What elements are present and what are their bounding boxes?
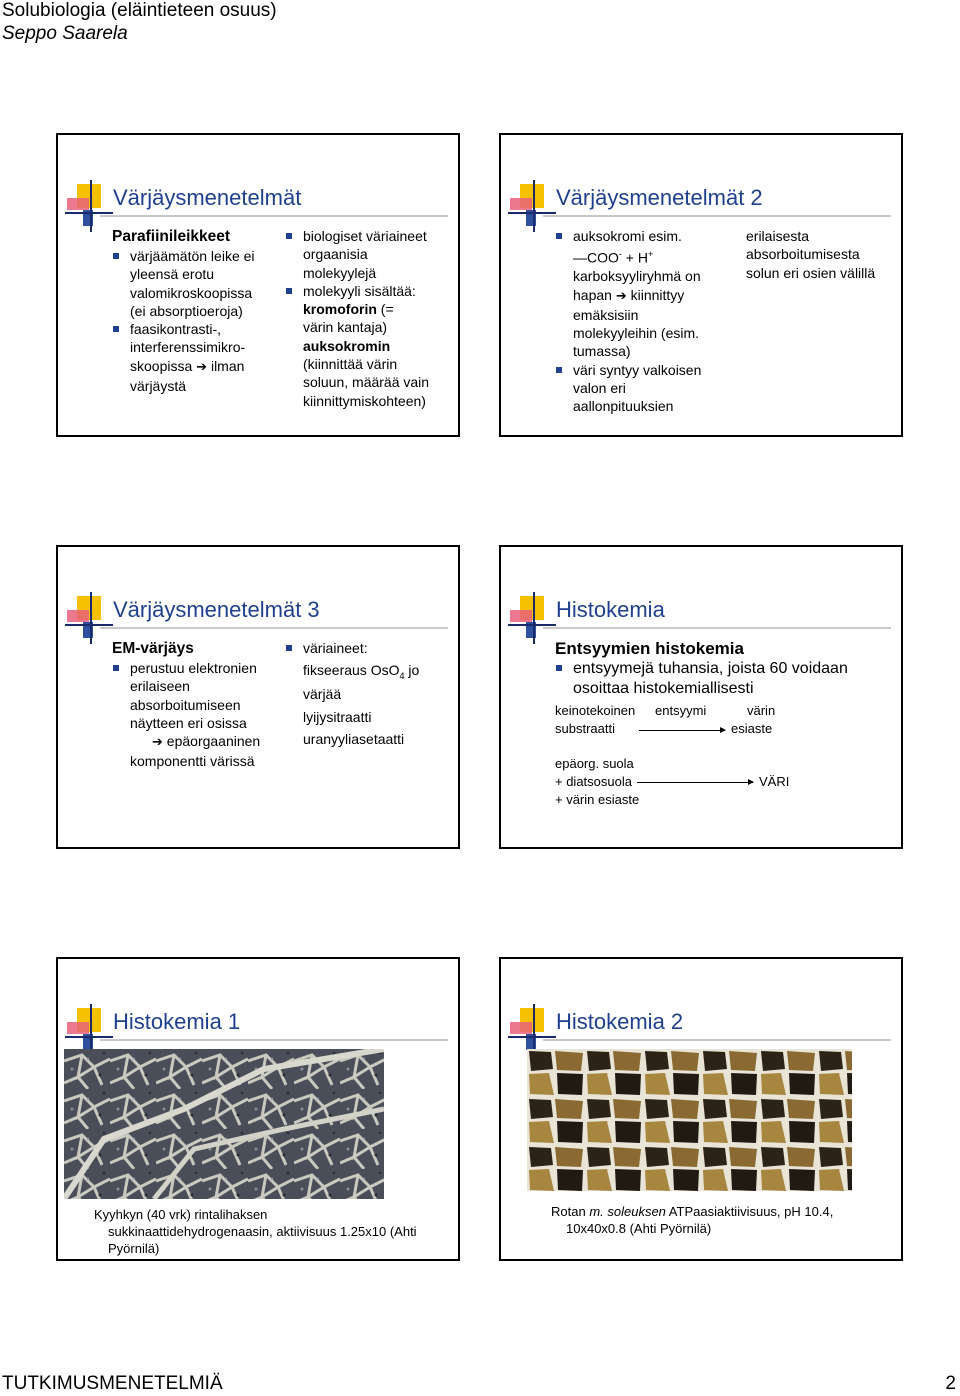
slide-title: Värjäysmenetelmät 3 xyxy=(113,597,320,622)
slide-4-body xyxy=(555,639,900,699)
reaction-label: esiaste xyxy=(731,721,773,736)
bullet-line: lyijysitraatti xyxy=(303,708,372,725)
reaction-label: substraatti xyxy=(555,721,615,736)
text-line: erilaisesta xyxy=(746,228,810,244)
italic-text: m. soleuksen xyxy=(589,1204,666,1219)
bullet-line: orgaanisia xyxy=(303,246,368,263)
caption-line xyxy=(551,1203,896,1220)
slide-title: Värjäysmenetelmät xyxy=(113,185,302,210)
slide-1 xyxy=(56,133,460,437)
bullet-line xyxy=(130,732,287,752)
bullet-line: molekyyli sisältää: xyxy=(303,282,416,299)
bullet xyxy=(112,659,287,771)
slide-1-left-column xyxy=(112,227,282,395)
bullet-line: interferenssimikro- xyxy=(130,339,246,356)
bullet-line: osoittaa histokemiallisesti xyxy=(573,680,754,697)
title-divider xyxy=(543,1039,891,1041)
bullet xyxy=(285,227,457,282)
bullet-line: valon eri xyxy=(573,380,626,397)
superscript: - xyxy=(618,249,622,260)
bullet xyxy=(555,361,735,416)
figure-caption xyxy=(551,1203,896,1237)
bullet-line: väri syntyy valkoisen xyxy=(573,361,702,378)
bullet-line: valomikroskoopissa xyxy=(130,284,253,301)
text: Rotan xyxy=(551,1204,590,1219)
caption-line: 10x40x0.8 (Ahti Pyörnilä) xyxy=(566,1221,712,1236)
slide-4 xyxy=(499,545,903,849)
document-header-title: Solubiologia (eläintieteen osuus) xyxy=(2,0,277,21)
arrow-right-icon: ➔ xyxy=(615,288,627,304)
term: kromoforin xyxy=(303,301,377,318)
bullet-line: auksokromi esim. xyxy=(573,228,682,244)
bullet xyxy=(285,282,457,410)
slide-logo-icon xyxy=(63,592,113,644)
reaction-label: + värin esiaste xyxy=(555,792,640,807)
slide-1-right-column xyxy=(285,227,457,410)
slide-2 xyxy=(499,133,903,437)
slide-title: Histokemia 2 xyxy=(556,1009,684,1034)
text: ATPaasiaktiivisuus, pH 10.4, xyxy=(665,1204,834,1219)
bullet-line: aallonpituuksien xyxy=(573,398,674,415)
subscript: 4 xyxy=(399,671,405,682)
heading: EM-värjäys xyxy=(112,640,194,657)
bullet xyxy=(112,320,282,395)
superscript: + xyxy=(647,249,654,260)
slide-logo-icon xyxy=(506,592,556,644)
bullet-line: perustuu elektronien xyxy=(130,660,257,676)
heading: Entsyymien histokemia xyxy=(555,639,744,658)
slide-title: Värjäysmenetelmät 2 xyxy=(556,185,763,210)
bullet-line: biologiset väriaineet xyxy=(303,228,427,244)
text: skoopissa xyxy=(130,357,193,374)
arrow-right-icon: ➔ xyxy=(152,735,163,751)
footer-title: TUTKIMUSMENETELMIÄ xyxy=(2,1373,223,1394)
text: epäorgaaninen xyxy=(166,733,261,750)
reaction-label: värin xyxy=(747,703,776,718)
bullet-line: värin kantaja) xyxy=(303,319,388,336)
micrograph-image xyxy=(527,1049,852,1191)
arrow-right-icon: ➔ xyxy=(196,359,208,375)
bullet-line: komponentti värissä xyxy=(130,753,255,770)
caption-line: Pyörnilä) xyxy=(108,1241,160,1256)
bullet-line: emäksisiin xyxy=(573,306,639,323)
reaction-arrow xyxy=(639,730,725,731)
text-line: solun eri osien välillä xyxy=(746,264,876,281)
bullet-line: uranyyliasetaatti xyxy=(303,730,405,747)
slide-6 xyxy=(499,957,903,1261)
slide-2-right-column xyxy=(746,227,901,282)
document-header-author: Seppo Saarela xyxy=(2,23,128,44)
text: + H xyxy=(621,249,648,266)
reaction-label: keinotekoinen xyxy=(555,703,636,718)
slide-5 xyxy=(56,957,460,1261)
slide-3 xyxy=(56,545,460,849)
title-divider xyxy=(100,1039,448,1041)
reaction-label: epäorg. suola xyxy=(555,756,634,771)
bullet xyxy=(555,227,735,361)
bullet-line xyxy=(130,357,282,377)
bullet-line: soluun, määrää vain xyxy=(303,374,430,391)
slide-3-left-column xyxy=(112,639,287,771)
title-divider xyxy=(100,215,448,217)
bullet xyxy=(112,247,282,320)
term: auksokromin xyxy=(303,337,391,354)
formula xyxy=(303,661,457,685)
bullet-line: faasikontrasti-, xyxy=(130,321,222,338)
bullet-line: (kiinnittää värin xyxy=(303,356,398,373)
title-divider xyxy=(543,627,891,629)
reaction-label: entsyymi xyxy=(655,703,707,718)
slide-logo-icon xyxy=(63,180,113,232)
bullet-line: värjäämätön leike ei xyxy=(130,248,255,264)
page-number: 2 xyxy=(945,1373,956,1394)
bullet-line: absorboitumiseen xyxy=(130,696,241,713)
slide-title: Histokemia xyxy=(556,597,665,622)
text: (= xyxy=(380,301,394,318)
text: hapan xyxy=(573,286,612,303)
caption-line: sukkinaattidehydrogenaasin, aktiivisuus 1.25x10 (Ahti xyxy=(108,1224,417,1239)
slide-logo-icon xyxy=(506,180,556,232)
text: kiinnittyy xyxy=(630,286,685,303)
title-divider xyxy=(543,215,891,217)
text: COO xyxy=(587,249,619,266)
bullet-line: molekyyleihin (esim. xyxy=(573,325,700,342)
bullet-line: erilaiseen xyxy=(130,678,190,695)
reaction-arrow xyxy=(637,782,753,783)
bullet-line: (ei absorptioeroja) xyxy=(130,302,243,319)
bullet-line: entsyymejä tuhansia, joista 60 voidaan xyxy=(573,660,848,677)
text-line: absorboitumisesta xyxy=(746,246,860,263)
caption-line: Kyyhkyn (40 vrk) rintalihaksen xyxy=(94,1207,268,1222)
bullet-line: karboksyyliryhmä on xyxy=(573,268,701,285)
slide-3-right-column xyxy=(285,639,457,748)
formula: —COO- + H+ xyxy=(573,249,654,266)
title-divider xyxy=(100,627,448,629)
bullet-line: värjäystä xyxy=(130,378,187,395)
figure-caption xyxy=(94,1206,454,1257)
heading: Parafiinileikkeet xyxy=(112,228,231,245)
bullet-line: väriaineet: xyxy=(303,640,368,656)
text: jo xyxy=(404,662,420,679)
reaction-label: VÄRI xyxy=(759,774,790,789)
bullet-line xyxy=(573,286,735,306)
bullet-line: yleensä erotu xyxy=(130,266,215,283)
bullet-line: näytteen eri osissa xyxy=(130,714,247,731)
bullet-line xyxy=(303,300,457,318)
text: ilman xyxy=(210,357,245,374)
bullet-line: kiinnittymiskohteen) xyxy=(303,392,426,409)
bullet xyxy=(285,639,457,748)
text: fikseeraus OsO xyxy=(303,662,400,679)
bullet-line: molekyylejä xyxy=(303,264,377,281)
slide-title: Histokemia 1 xyxy=(113,1009,241,1034)
bullet xyxy=(555,659,900,699)
micrograph-image xyxy=(64,1049,384,1199)
bullet-line: värjää xyxy=(303,686,342,703)
reaction-label: + diatsosuola xyxy=(555,774,632,789)
slide-2-left-column xyxy=(555,227,735,416)
bullet-line: tumassa) xyxy=(573,343,631,360)
